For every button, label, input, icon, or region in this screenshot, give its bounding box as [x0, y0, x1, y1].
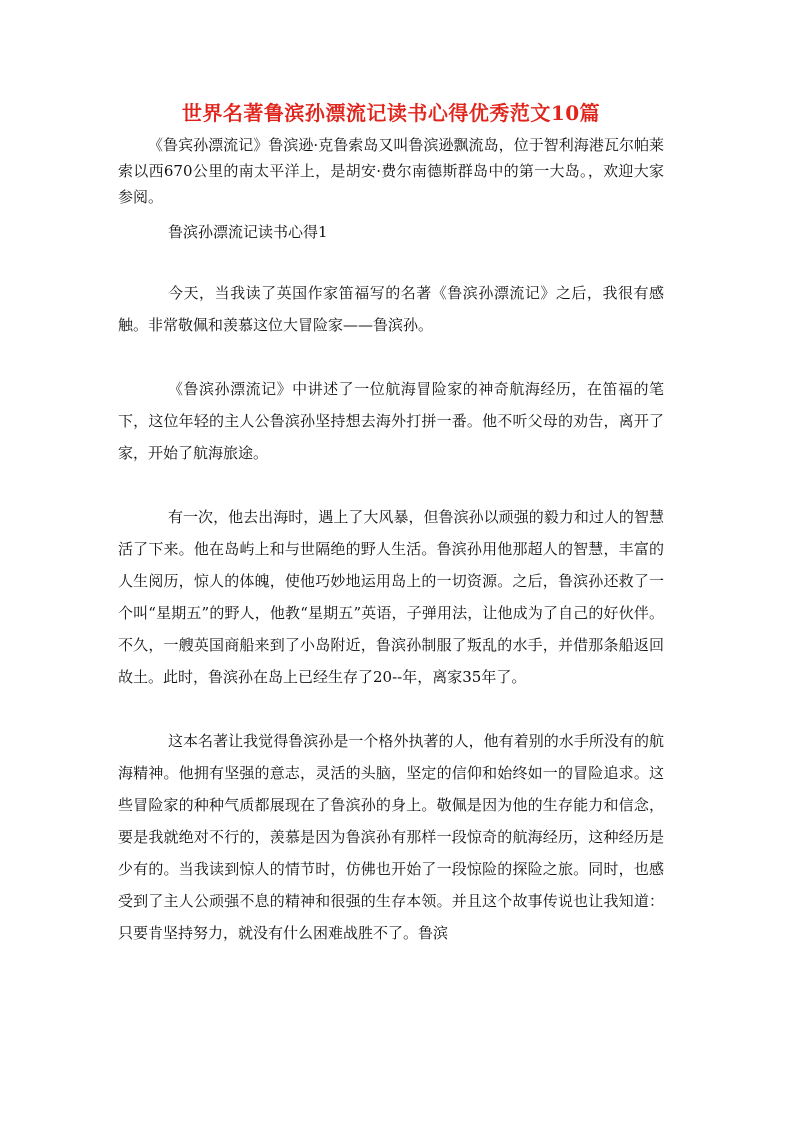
paragraph-spacer — [118, 693, 664, 725]
body-paragraph-1: 今天，当我读了英国作家笛福写的名著《鲁滨孙漂流记》之后，我很有感触。非常敬佩和羡慕这位大冒险家——鲁滨孙。 — [118, 284, 664, 334]
body-paragraph-4: 这本名著让我觉得鲁滨孙是一个格外执著的人，他有着别的水手所没有的航海精神。他拥有坚强的意志，灵活的头脑，坚定的信仰和始终如一的冒险追求。这些冒险家的种种气质都展现在了鲁滨孙的身上。敬佩是因为他的生存能力和信念，要是我就绝对不行的，羡慕是因为鲁滨孙有那样一段惊奇的航海经历，这种经历是少有的。当我读到惊人的情节时，仿佛也开始了一段惊险的探险之旅。同时，也感受到了主人公顽强不息的精神和很强的生存本领。并且这个故事传说也让我知道：只要肯坚持努力，就没有什么困难战胜不了。鲁滨 — [118, 732, 664, 942]
body-paragraph-2: 《鲁滨孙漂流记》中讲述了一位航海冒险家的神奇航海经历，在笛福的笔下，这位年轻的主人公鲁滨孙坚持想去海外打拼一番。他不听父母的劝告，离开了家，开始了航海旅途。 — [118, 380, 664, 462]
paragraph-spacer — [118, 469, 664, 501]
document-page — [118, 100, 664, 949]
document-title: 世界名著鲁滨孙漂流记读书心得优秀范文10篇 — [181, 101, 601, 125]
paragraph-spacer — [118, 245, 664, 277]
intro-paragraph: 《鲁宾孙漂流记》鲁滨逊·克鲁索岛又叫鲁滨逊飘流岛，位于智利海港瓦尔帕莱索以西670公里的南太平洋上，是胡安·费尔南德斯群岛中的第一大岛。，欢迎大家参阅。 — [118, 136, 664, 206]
body-paragraph-3: 有一次，他去出海时，遇上了大风暴，但鲁滨孙以顽强的毅力和过人的智慧活了下来。他在岛屿上和与世隔绝的野人生活。鲁滨孙用他那超人的智慧，丰富的人生阅历，惊人的体魄，使他巧妙地运用岛上的一切资源。之后，鲁滨孙还救了一个叫“星期五”的野人，他教“星期五”英语，子弹用法，让他成为了自己的好伙伴。不久，一艘英国商船来到了小岛附近，鲁滨孙制服了叛乱的水手，并借那条船返回故土。此时，鲁滨孙在岛上已经生存了20--年，离家35年了。 — [118, 508, 664, 686]
section-heading: 鲁滨孙漂流记读书心得1 — [168, 223, 328, 241]
paragraph-spacer — [118, 341, 664, 373]
